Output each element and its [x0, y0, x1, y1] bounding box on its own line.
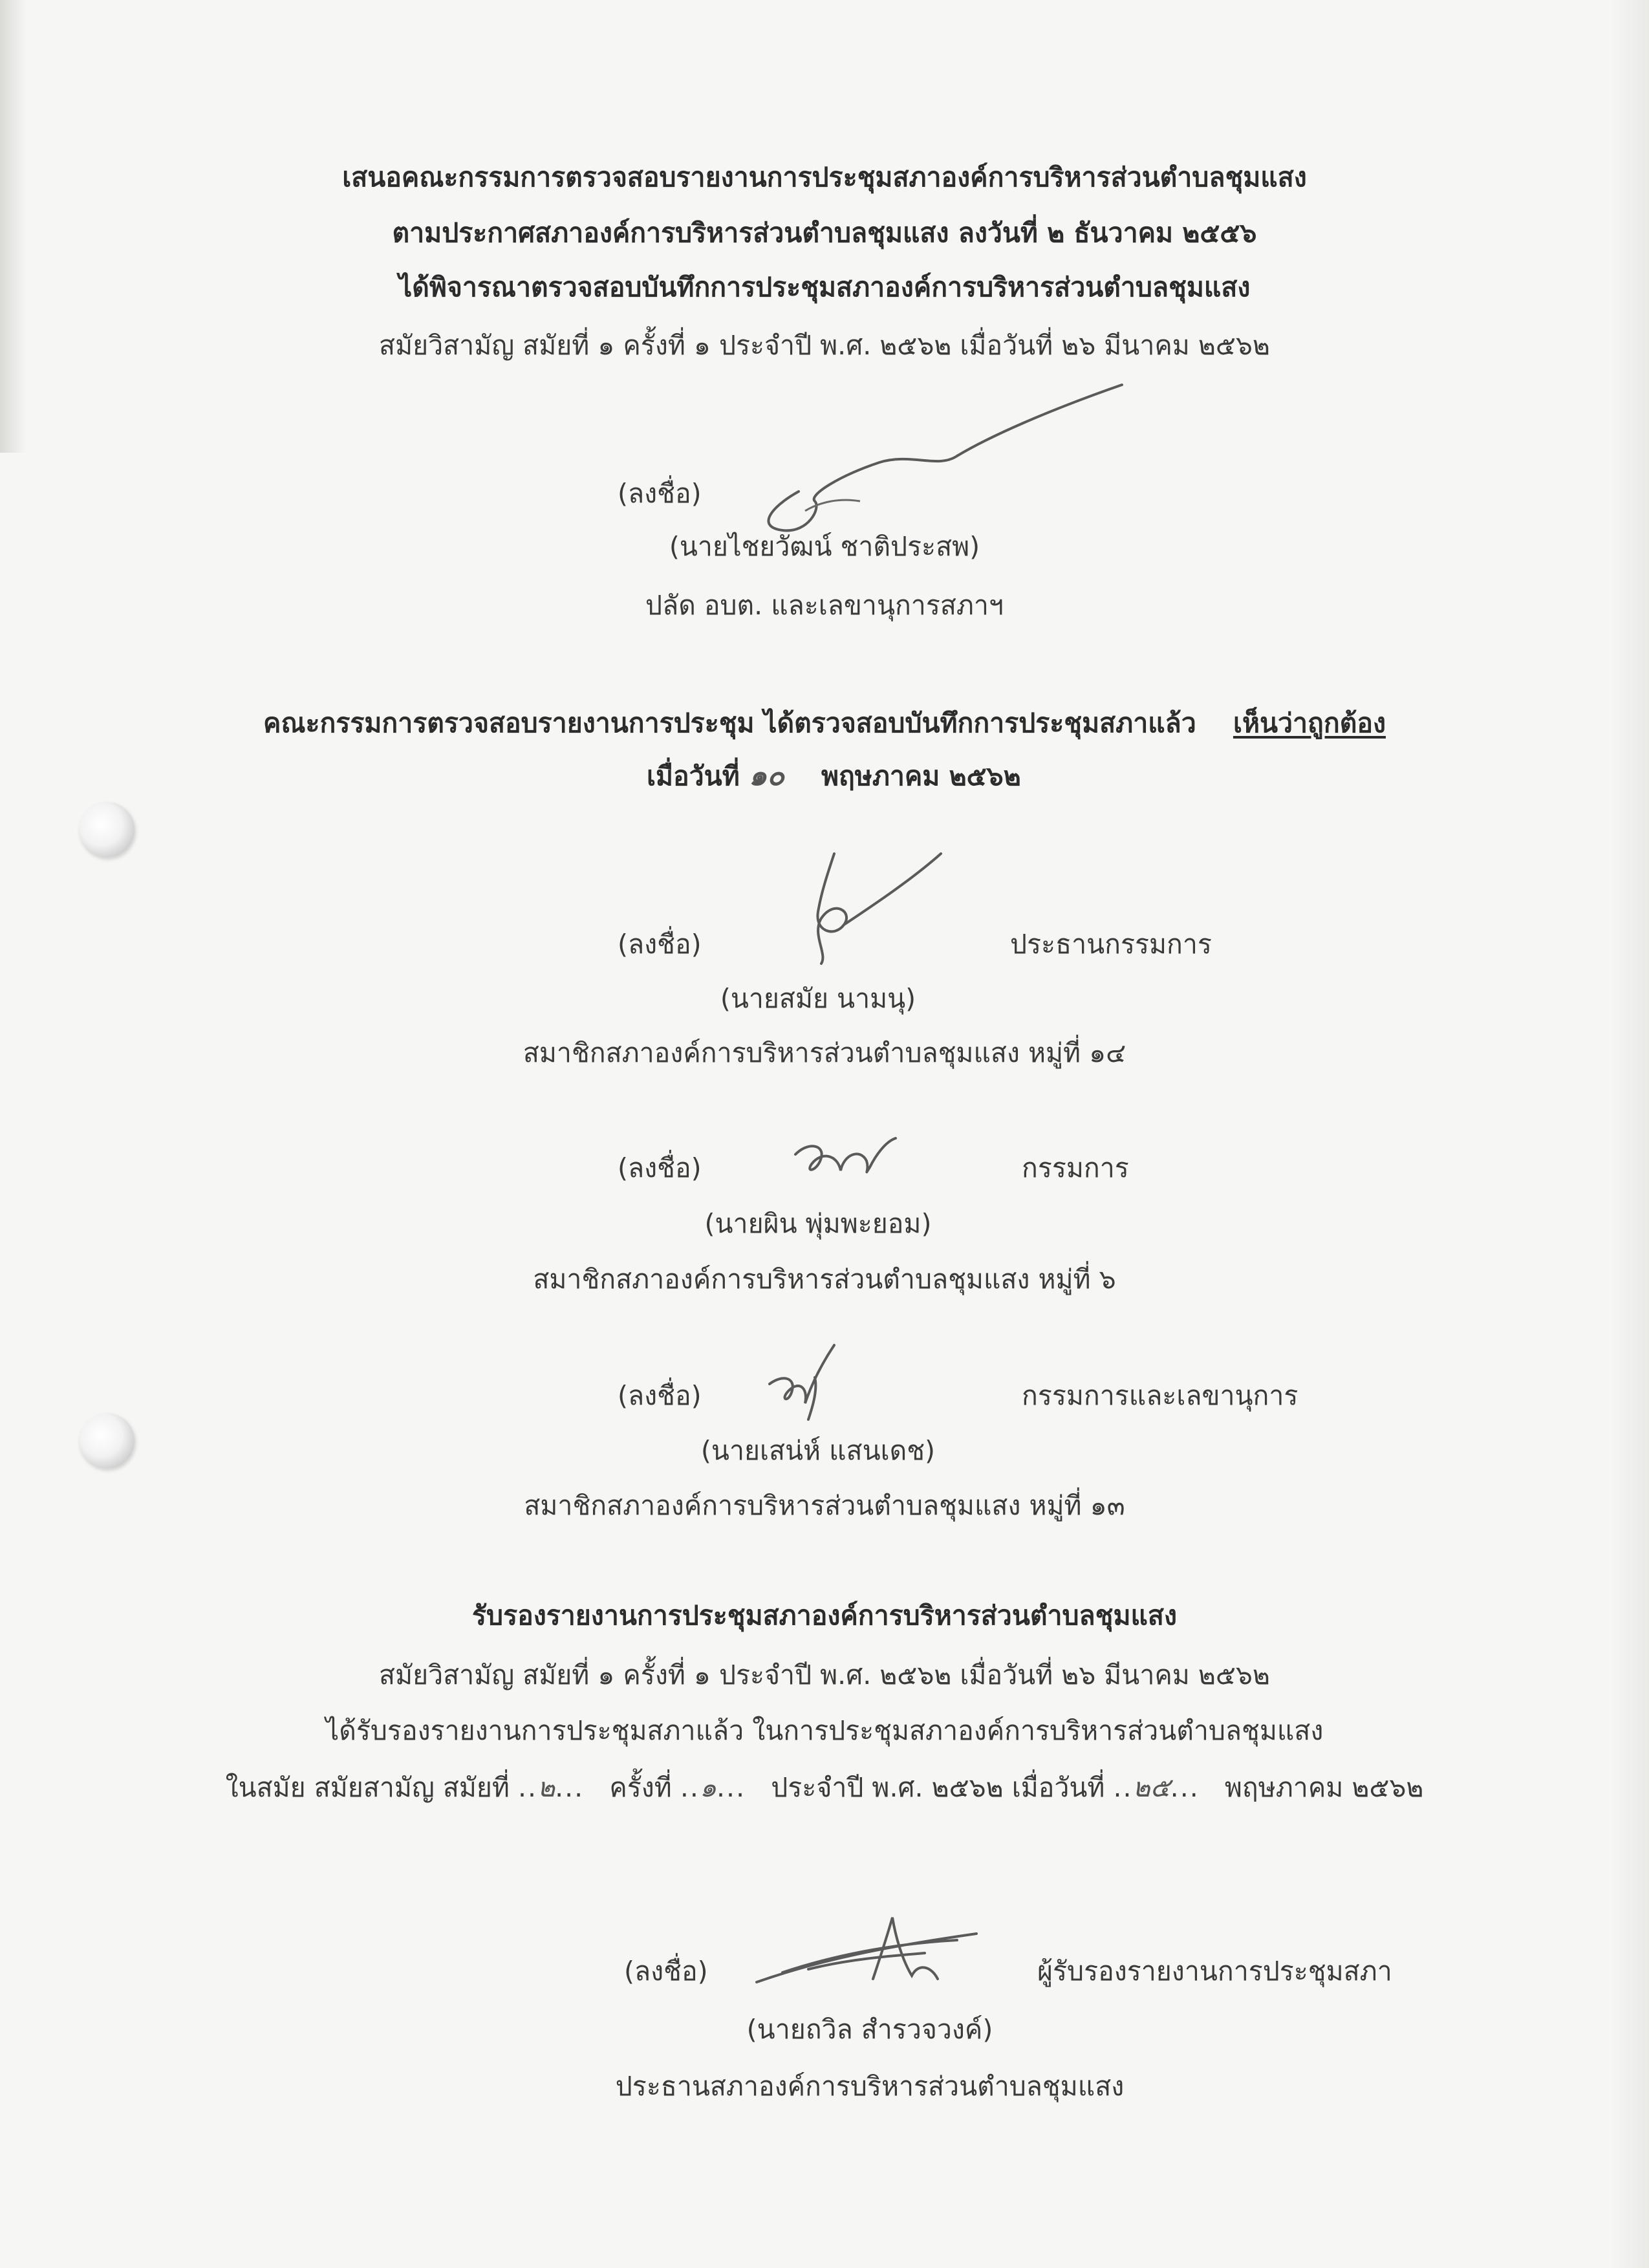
- committee-date-rest: พฤษภาคม ๒๕๖๒: [821, 761, 1021, 792]
- meeting-year-label: ประจำปี พ.ศ. ๒๕๖๒ เมื่อวันที่: [771, 1772, 1105, 1803]
- meeting-prefix: ในสมัย สมัยสามัญ สมัยที่: [225, 1772, 510, 1803]
- header-line-2: ตามประกาศสภาองค์การบริหารส่วนตำบลชุมแสง ลงวันที่ ๒ ธันวาคม ๒๕๕๖: [392, 217, 1257, 248]
- header-line-4: สมัยวิสามัญ สมัยที่ ๑ ครั้งที่ ๑ ประจำปี พ.ศ. ๒๕๖๒ เมื่อวันที่ ๒๖ มีนาคม ๒๕๖๒: [379, 330, 1270, 361]
- member-1-sign-label: (ลงชื่อ): [618, 929, 702, 960]
- certification-title: รับรองรายงานการประชุมสภาองค์การบริหารส่วนตำบลชุมแสง: [472, 1600, 1177, 1631]
- clerk-sign-label: (ลงชื่อ): [618, 478, 702, 509]
- committee-statement-line: [0, 704, 1649, 742]
- committee-date-day: ๑๐: [749, 759, 784, 792]
- certifier-position: ประธานสภาองค์การบริหารส่วนตำบลชุมแสง: [615, 2071, 1125, 2102]
- header-line-1: เสนอคณะกรรมการตรวจสอบรายงานการประชุมสภาองค์การบริหารส่วนตำบลชุมแสง: [342, 162, 1307, 193]
- member-2-name: (นายผิน พุ่มพะยอม): [704, 1208, 932, 1239]
- member-3-signature: [763, 1339, 841, 1423]
- meeting-time-no: ๑: [699, 1772, 717, 1803]
- certification-approved-line: ได้รับรองรายงานการประชุมสภาแล้ว ในการประชุมสภาองค์การบริหารส่วนตำบลชุมแสง: [325, 1715, 1324, 1746]
- member-3-sign-label: (ลงชื่อ): [618, 1380, 702, 1411]
- committee-statement: คณะกรรมการตรวจสอบรายงานการประชุม ได้ตรวจสอบบันทึกการประชุมสภาแล้ว: [263, 707, 1196, 739]
- member-1-signature: [782, 847, 951, 970]
- member-2-sign-label: (ลงชื่อ): [618, 1152, 702, 1183]
- clerk-position: ปลัด อบต. และเลขานุการสภาฯ: [645, 590, 1004, 621]
- meeting-session-no: ๒: [537, 1772, 555, 1803]
- member-3-affiliation: สมาชิกสภาองค์การบริหารส่วนตำบลชุมแสง หมู่ที่ ๑๓: [524, 1490, 1125, 1521]
- certifier-role: ผู้รับรองรายงานการประชุมสภา: [1037, 1956, 1392, 1987]
- certifier-signature: [744, 1908, 989, 1992]
- member-1-affiliation: สมาชิกสภาองค์การบริหารส่วนตำบลชุมแสง หมู่ที่ ๑๔: [523, 1037, 1126, 1068]
- header-line-3: ได้พิจารณาตรวจสอบบันทึกการประชุมสภาองค์การบริหารส่วนตำบลชุมแสง: [398, 272, 1251, 303]
- meeting-time-label: ครั้งที่: [609, 1772, 672, 1803]
- clerk-signature: [744, 378, 1132, 540]
- meeting-day: ๒๕: [1132, 1772, 1170, 1803]
- committee-date-prefix: เมื่อวันที่: [647, 761, 740, 792]
- member-2-role: กรรมการ: [1022, 1152, 1129, 1183]
- member-3-role: กรรมการและเลขานุการ: [1022, 1380, 1299, 1411]
- meeting-month-year: พฤษภาคม ๒๕๖๒: [1224, 1772, 1424, 1803]
- member-1-role: ประธานกรรมการ: [1010, 929, 1212, 960]
- committee-verdict: เห็นว่าถูกต้อง: [1233, 707, 1386, 739]
- committee-date: [647, 757, 1021, 795]
- punch-hole-upper: [79, 802, 135, 858]
- member-2-affiliation: สมาชิกสภาองค์การบริหารส่วนตำบลชุมแสง หมู่ที่ ๖: [533, 1264, 1116, 1295]
- certification-session-line: สมัยวิสามัญ สมัยที่ ๑ ครั้งที่ ๑ ประจำปี พ.ศ. ๒๕๖๒ เมื่อวันที่ ๒๖ มีนาคม ๒๕๖๒: [379, 1659, 1270, 1690]
- member-3-name: (นายเสน่ห์ แสนเดช): [700, 1435, 936, 1466]
- member-1-name: (นายสมัย นามนุ): [720, 983, 916, 1014]
- certifier-name: (นายถวิล สำรวจวงค์): [746, 2014, 993, 2045]
- clerk-name: (นายไชยวัฒน์ ชาติประสพ): [669, 531, 980, 562]
- certifier-sign-label: (ลงชื่อ): [624, 1956, 708, 1987]
- certification-meeting-line: ในสมัย สมัยสามัญ สมัยที่ ..๒... ครั้งที่ ..๑... ประจำปี พ.ศ. ๒๕๖๒ เมื่อวันที่ ..๒๕... พฤษภาคม ๒๕๖๒: [225, 1772, 1424, 1803]
- member-2-signature: [789, 1135, 905, 1187]
